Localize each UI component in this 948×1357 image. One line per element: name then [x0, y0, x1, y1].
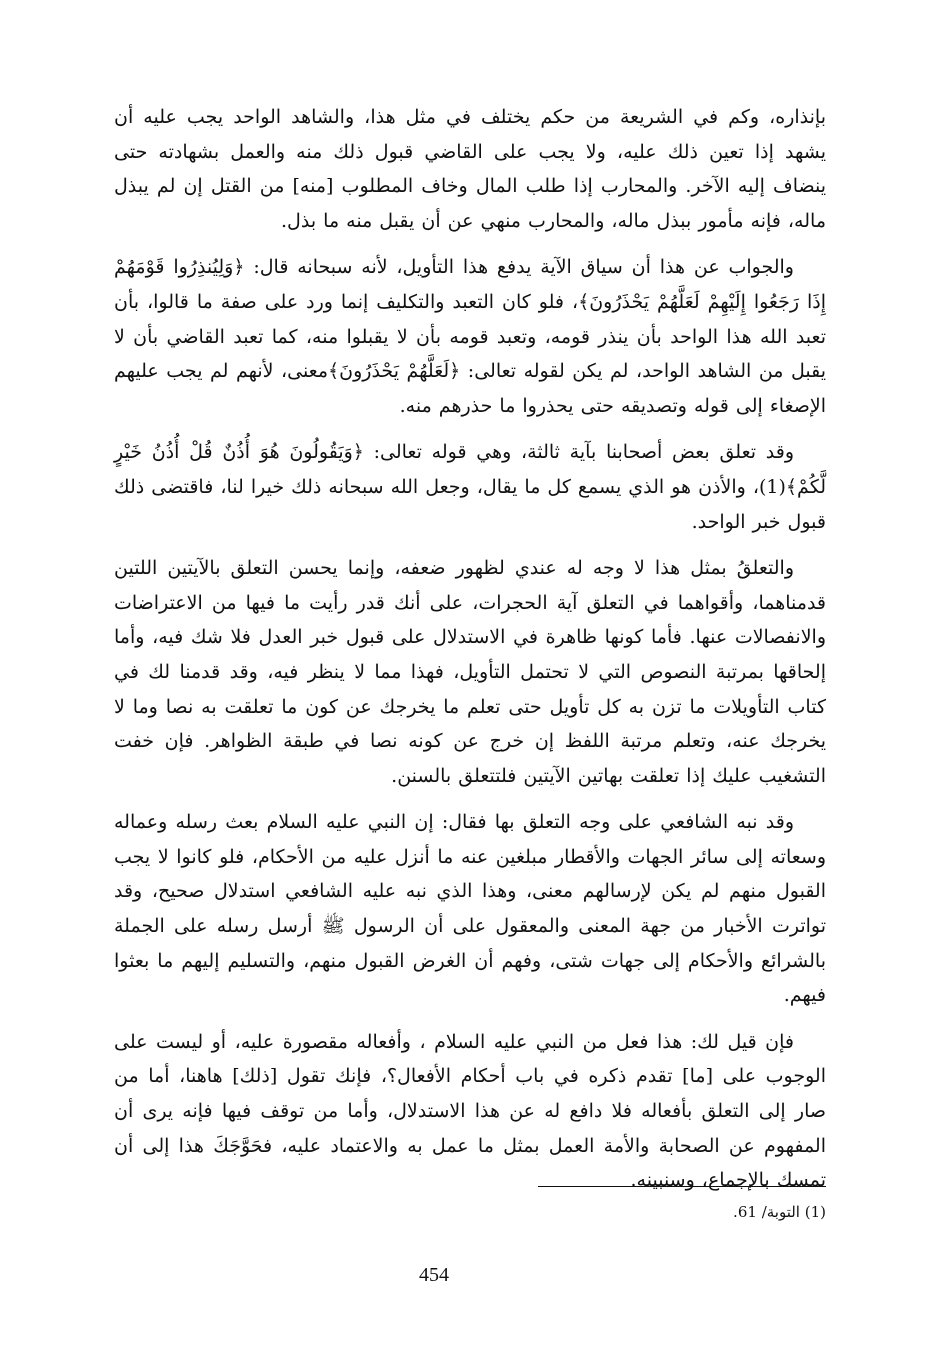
paragraph-1: بإنذاره، وكم في الشريعة من حكم يختلف في مثل هذا، والشاهد الواحد يجب عليه أن يشهد إذا تعين ذلك عليه، ولا يجب على القاضي قبول ذلك منه والعمل بشهادته حتى ينضاف إليه الآخر. والمحارب إذا طلب المال وخاف المطلوب [منه] من القتل إن لم يبذل ماله، فإنه مأمور ببذل ماله، والمحارب منهي عن أن يقبل منه ما بذل. [114, 106, 826, 232]
paragraph-4: والتعلقُ بمثل هذا لا وجه له عندي لظهور ضعفه، وإنما يحسن التعلق بالآيتين اللتين قدمناهما، وأقواهما في التعلق آية الحجرات، على أنك قدر رأيت ما فيها من الاعتراضات والانفصالات عنها. فأما كونها ظاهرة في الاستدلال على قبول خبر العدل فلا شك فيه، وأما إلحاقها بمرتبة النصوص التي لا تحتمل التأويل، فهذا مما لا ينظر فيه، وقد قدمنا لك في كتاب التأويلات ما تزن به كل تأويل حتى تعلم ما يخرجك عن كون ما تعلقت به نصا وما لا يخرجك عنه، وتعلم مرتبة اللفظ إن خرج عن كونه نصا في طبقة الظواهر. فإن خفت التشغيب عليك إذا تعلقت بهاتين الآيتين فلتتعلق بالسنن. [114, 557, 826, 787]
body-text [114, 100, 826, 1210]
paragraph-2: والجواب عن هذا أن سياق الآية يدفع هذا التأويل، لأنه سبحانه قال: ﴿وَلِيُنذِرُوا قَوْمَهُمْ إِذَا رَجَعُوا إِلَيْهِمْ لَعَلَّهُمْ يَحْذَرُونَ﴾، فلو كان التعبد والتكليف إنما ورد على صفة ما قالوا، بأن تعبد الله هذا الواحد بأن ينذر قومه، وتعبد قومه بأن لا يقبلوا منه، كما تعبد القاضي بأن لا يقبل من الشاهد الواحد، لم يكن لقوله تعالى: ﴿لَعَلَّهُمْ يَحْذَرُونَ﴾معنى، لأنهم لم يجب عليهم الإصغاء إلى قوله وتصديقه حتى يحذروا ما حذرهم منه. [114, 256, 826, 417]
page-number: 454 [419, 1264, 449, 1286]
paragraph-5: وقد نبه الشافعي على وجه التعلق بها فقال: إن النبي عليه السلام بعث رسله وعماله وسعاته إلى سائر الجهات والأقطار مبلغين عنه ما أنزل عليه من الأحكام، فلو كانوا لا يجب القبول منهم لم يكن لإرسالهم معنى، وهذا الذي نبه عليه الشافعي استدلال صحيح، وقد تواترت الأخبار من جهة المعنى والمعقول على أن الرسول ﷺ أرسل رسله على الجملة بالشرائع والأحكام إلى جهات شتى، وفهم أن الغرض القبول منهم، والتسليم إليهم ما بعثوا فيهم. [114, 811, 826, 1007]
footnote: (1) التوبة/ 61. [733, 1203, 826, 1221]
paragraph-3: وقد تعلق بعض أصحابنا بآية ثالثة، وهي قوله تعالى: ﴿وَيَقُولُونَ هُوَ أُذُنٌ قُلْ أُذُنُ خَيْرٍ لَّكُمْ﴾(1)، والأذن هو الذي يسمع كل ما يقال، وجعل الله سبحانه ذلك خيرا لنا، فاقتضى ذلك قبول خبر الواحد. [114, 441, 826, 533]
footnote-divider [538, 1186, 826, 1187]
paragraph-6: فإن قيل لك: هذا فعل من النبي عليه السلام ، وأفعاله مقصورة عليه، أو ليست على الوجوب على [ما] تقدم ذكره في باب أحكام الأفعال؟، فإنك تقول [ذلك] هاهنا، أما من صار إلى التعلق بأفعاله فلا دافع له عن هذا الاستدلال، وأما من توقف فيها فإنه يرى أن المفهوم عن الصحابة والأمة العمل بمثل ما عمل به والاعتماد عليه، فحَوَّجَكَ هذا إلى أن تمسك بالإجماع، وسنبينه. [114, 1030, 826, 1192]
